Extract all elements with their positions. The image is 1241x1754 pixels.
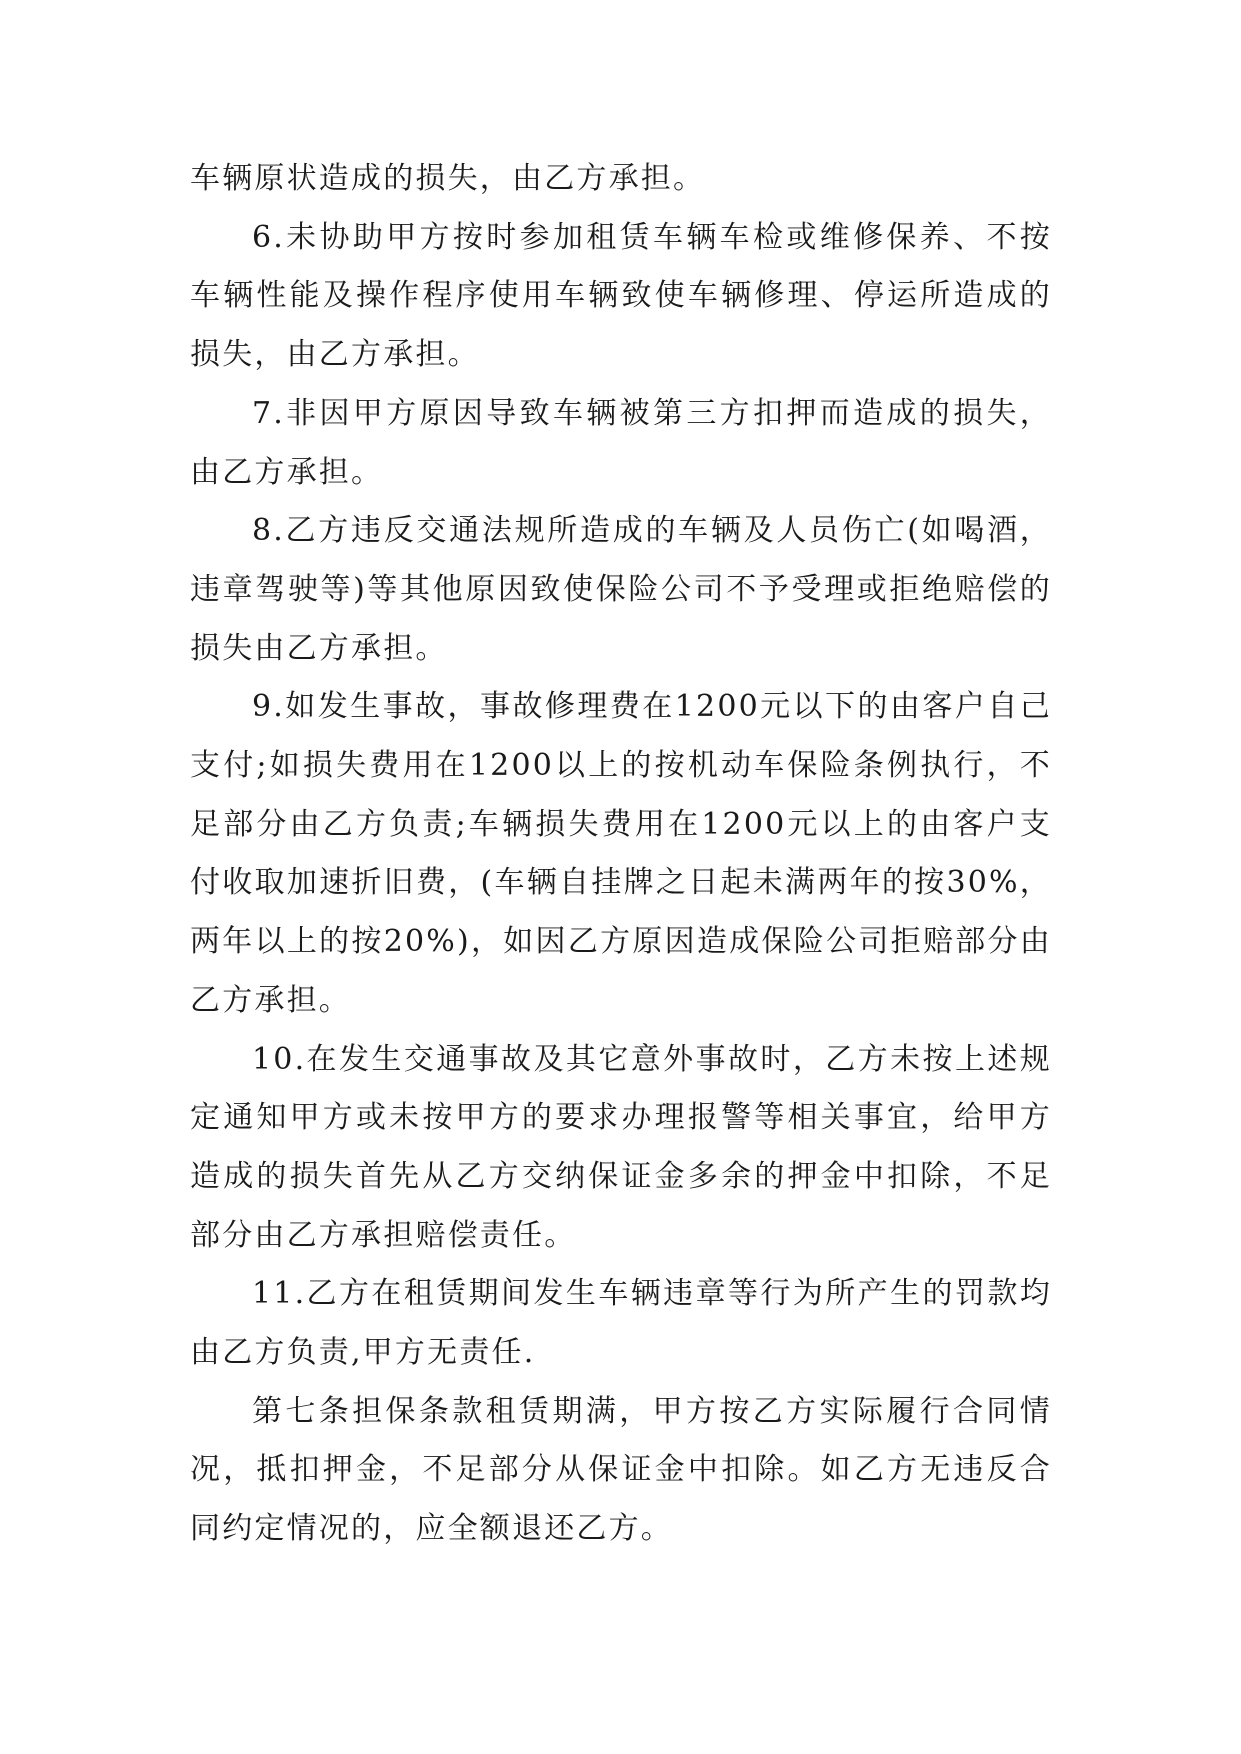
- paragraph-article-7-guarantee: 第七条担保条款租赁期满，甲方按乙方实际履行合同情况，抵扣押金，不足部分从保证金中扣除。如乙方无违反合同约定情况的，应全额退还乙方。: [190, 1393, 1052, 1547]
- paragraph-item-8: 8.乙方违反交通法规所造成的车辆及人员伤亡(如喝酒，违章驾驶等)等其他原因致使保险公司不予受理或拒绝赔偿的损失由乙方承担。: [190, 513, 1052, 666]
- paragraph-item-7: 7.非因甲方原因导致车辆被第三方扣押而造成的损失，由乙方承担。: [190, 395, 1052, 490]
- paragraph-item-11: 11.乙方在租赁期间发生车辆违章等行为所产生的罚款均由乙方负责,甲方无责任.: [190, 1276, 1052, 1371]
- paragraph-item-10: 10.在发生交通事故及其它意外事故时，乙方未按上述规定通知甲方或未按甲方的要求办理报警等相关事宜，给甲方造成的损失首先从乙方交纳保证金多余的押金中扣除，不足部分由乙方承担赔偿责任。: [190, 1041, 1052, 1253]
- document-body: [190, 150, 1052, 1559]
- paragraph-continuation: 车辆原状造成的损失，由乙方承担。: [190, 161, 706, 196]
- paragraph-item-9: 9.如发生事故，事故修理费在1200元以下的由客户自己支付;如损失费用在1200以上的按机动车保险条例执行，不足部分由乙方负责;车辆损失费用在1200元以上的由客户支付收取加速折旧费，(车辆自挂牌之日起未满两年的按30%，两年以上的按20%)，如因乙方原因造成保险公司拒赔部分由乙方承担。: [190, 689, 1052, 1018]
- paragraph-item-6: 6.未协助甲方按时参加租赁车辆车检或维修保养、不按车辆性能及操作程序使用车辆致使车辆修理、停运所造成的损失，由乙方承担。: [190, 219, 1052, 373]
